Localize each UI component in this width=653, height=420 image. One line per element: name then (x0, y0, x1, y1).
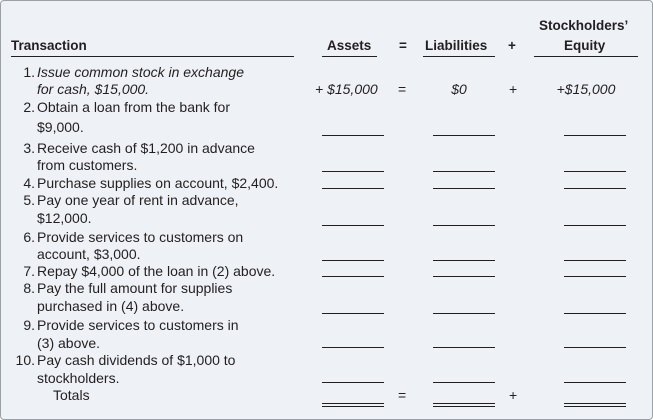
totals-assets-double-rule (322, 403, 384, 407)
row-10-liabilities-blank (433, 382, 495, 383)
row-5-liabilities-blank (433, 225, 495, 226)
row-7-description-line-1: Repay $4,000 of the loan in (2) above. (37, 263, 276, 279)
row-9-assets-blank (322, 347, 384, 348)
row-6-description-line-1: Provide services to customers on (37, 229, 244, 245)
header-equity: Equity (564, 38, 606, 53)
totals-plus: + (509, 387, 518, 403)
row-1-assets-value: + $15,000 (315, 81, 378, 97)
row-3-description-line-1: Receive cash of $1,200 in advance (37, 140, 255, 156)
row-5-description-line-1: Pay one year of rent in advance, (37, 192, 239, 208)
row-1-liabilities-value: $0 (451, 81, 467, 97)
row-9-description-line-1: Provide services to customers in (37, 317, 239, 333)
row-4-description-line-1: Purchase supplies on account, $2,400. (37, 175, 279, 191)
header-rule-equity (534, 56, 638, 57)
row-10-equity-blank (564, 382, 626, 383)
row-4-assets-blank (322, 188, 384, 189)
row-2-equity-blank (564, 135, 626, 136)
row-2-liabilities-blank (433, 135, 495, 136)
totals-equity-double-rule (564, 403, 626, 407)
row-5-description-line-2: $12,000. (37, 210, 92, 226)
row-8-description-line-2: purchased in (4) above. (37, 298, 185, 314)
row-9-description-line-2: (3) above. (37, 335, 101, 351)
row-4-equity-blank (564, 188, 626, 189)
row-8-number: 8. (23, 280, 35, 296)
row-6-assets-blank (322, 260, 384, 261)
header-rule-liabilities (423, 56, 495, 57)
row-7-equity-blank (564, 276, 626, 277)
row-3-equity-blank (564, 171, 626, 172)
row-8-liabilities-blank (433, 313, 495, 314)
row-8-description-line-1: Pay the full amount for supplies (37, 280, 233, 296)
row-2-number: 2. (23, 99, 35, 115)
row-4-number: 4. (23, 175, 35, 191)
row-3-number: 3. (23, 140, 35, 156)
row-2-description-line-1: Obtain a loan from the bank for (37, 99, 230, 115)
totals-equals: = (398, 387, 407, 403)
row-7-liabilities-blank (433, 276, 495, 277)
row-3-description-line-2: from customers. (37, 157, 138, 173)
row-10-description-line-1: Pay cash dividends of $1,000 to (37, 352, 236, 368)
row-5-number: 5. (23, 192, 35, 208)
row-2-assets-blank (322, 135, 384, 136)
totals-liabilities-double-rule (433, 403, 495, 407)
header-equals: = (399, 38, 407, 53)
header-rule-transaction (11, 56, 294, 57)
header-stockholders: Stockholders’ (539, 18, 629, 33)
row-6-liabilities-blank (433, 260, 495, 261)
row-3-liabilities-blank (433, 171, 495, 172)
row-4-liabilities-blank (433, 188, 495, 189)
row-9-equity-blank (564, 347, 626, 348)
row-9-number: 9. (23, 317, 35, 333)
row-6-description-line-2: account, $3,000. (37, 246, 141, 262)
row-1-equals: = (398, 81, 407, 97)
row-10-assets-blank (322, 382, 384, 383)
header-liabilities: Liabilities (425, 38, 488, 53)
row-1-equity-value: +$15,000 (556, 81, 616, 97)
row-10-number: 10. (15, 352, 35, 368)
row-9-liabilities-blank (433, 347, 495, 348)
header-plus: + (508, 38, 516, 53)
row-10-description-line-2: stockholders. (37, 370, 120, 386)
row-3-assets-blank (322, 171, 384, 172)
row-6-number: 6. (23, 229, 35, 245)
row-1-description-line-2: for cash, $15,000. (37, 81, 150, 97)
row-6-equity-blank (564, 260, 626, 261)
row-7-number: 7. (23, 263, 35, 279)
row-1-description-line-1: Issue common stock in exchange (37, 64, 244, 80)
totals-label: Totals (53, 387, 90, 403)
header-transaction: Transaction (11, 38, 87, 53)
row-7-assets-blank (322, 276, 384, 277)
header-assets: Assets (327, 38, 372, 53)
row-1-number: 1. (23, 64, 35, 80)
header-rule-assets (322, 56, 377, 57)
row-5-assets-blank (322, 225, 384, 226)
row-8-equity-blank (564, 313, 626, 314)
row-1-plus: + (509, 81, 518, 97)
row-5-equity-blank (564, 225, 626, 226)
row-2-description-line-2: $9,000. (37, 119, 84, 135)
row-8-assets-blank (322, 313, 384, 314)
